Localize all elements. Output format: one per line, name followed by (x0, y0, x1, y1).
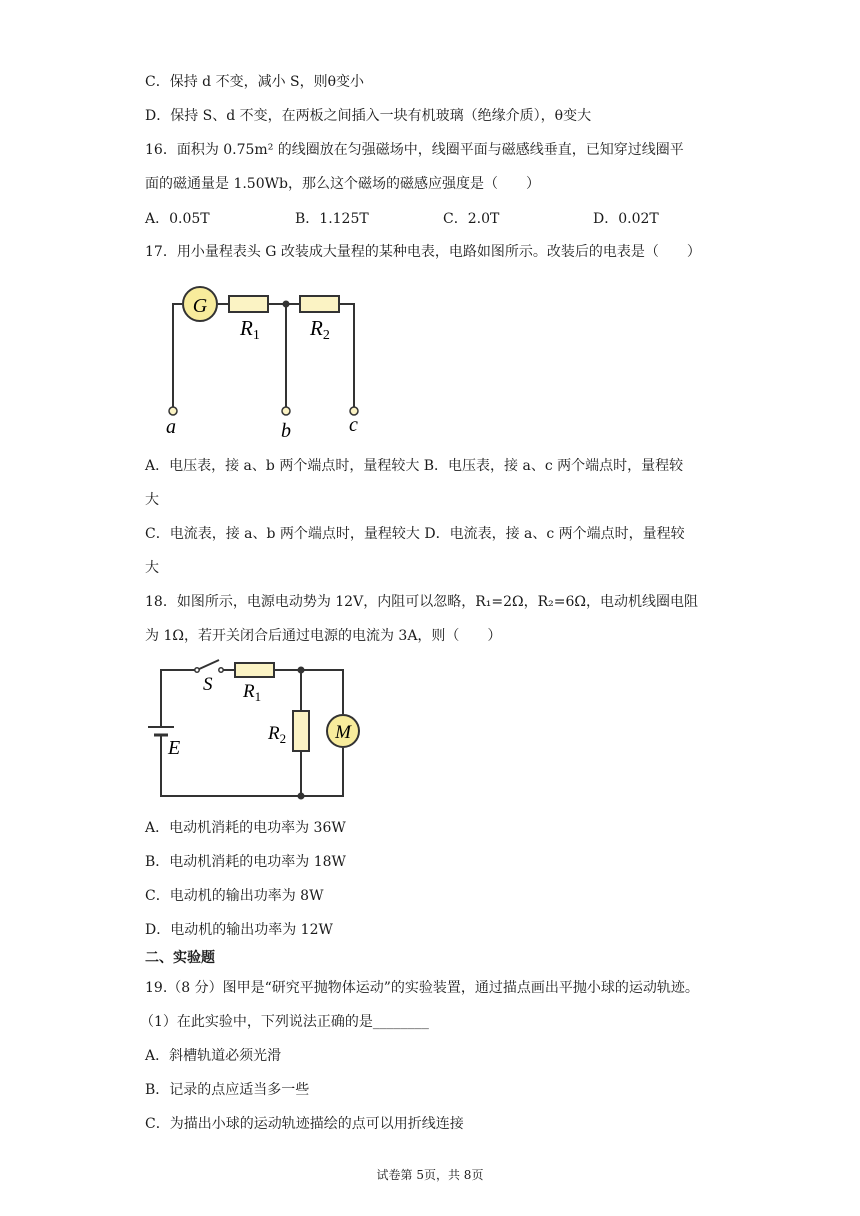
q18-stem-line1: 18．如图所示，电源电动势为 12V，内阻可以忽略，R₁=2Ω，R₂=6Ω，电动机线圈电阻 (145, 594, 698, 610)
q18-r2-label: $R_2$ (268, 723, 287, 746)
q18-motor-label: M (335, 722, 351, 743)
section-title-experiment: 二、实验题 (145, 950, 215, 966)
q15-option-d: D．保持 S、d 不变，在两板之间插入一块有机玻璃（绝缘介质），θ变大 (145, 108, 592, 124)
q18-switch-label: S (203, 674, 213, 695)
q18-option-a: A．电动机消耗的电功率为 36W (145, 820, 346, 836)
q17-options-cd-tail: 大 (145, 560, 159, 576)
q17-stem: 17．用小量程表头 G 改装成大量程的某种电表，电路如图所示。改装后的电表是（ ） (145, 244, 701, 260)
q18-stem-line2: 为 1Ω，若开关闭合后通过电源的电流为 3A，则（ ） (145, 628, 502, 644)
q16-stem-line1: 16．面积为 0.75m² 的线圈放在匀强磁场中，线圈平面与磁感线垂直，已知穿过线圈平 (145, 142, 684, 158)
q18-switch-contact-left (195, 668, 199, 672)
q17-options-cd: C．电流表，接 a、b 两个端点时，量程较大 D．电流表，接 a、c 两个端点时，量程较 (145, 526, 685, 542)
q15-option-c: C．保持 d 不变，减小 S，则θ变小 (145, 74, 365, 90)
q16-option-d: D．0.02T (593, 211, 659, 227)
q18-option-d: D．电动机的输出功率为 12W (145, 922, 333, 938)
q18-r1-label: $R_1$ (243, 681, 262, 704)
q19-option-b: B．记录的点应适当多一些 (145, 1082, 310, 1098)
q17-terminal-b-label: b (281, 420, 291, 442)
q17-r2-label: R2 (310, 316, 330, 343)
q19-option-a: A．斜槽轨道必须光滑 (145, 1048, 282, 1064)
q18-resistor-r1 (235, 663, 274, 677)
q17-r1-label: R1 (240, 316, 260, 343)
q19-stem: 19.（8 分）图甲是“研究平抛物体运动”的实验装置，通过描点画出平抛小球的运动轨迹。 (145, 980, 699, 996)
q18-battery-label: E (168, 737, 181, 759)
q17-options-ab: A．电压表，接 a、b 两个端点时，量程较大 B．电压表，接 a、c 两个端点时，量程较 (145, 458, 684, 474)
q18-switch-contact-right (219, 668, 223, 672)
q17-terminal-a-label: a (166, 416, 176, 438)
q18-node-top (298, 667, 305, 674)
q19-option-c: C．为描出小球的运动轨迹描绘的点可以用折线连接 (145, 1116, 464, 1132)
q16-option-a: A．0.05T (145, 211, 210, 227)
q18-option-c: C．电动机的输出功率为 8W (145, 888, 324, 904)
q16-option-b: B．1.125T (295, 211, 369, 227)
q16-option-c: C．2.0T (443, 211, 500, 227)
q18-node-bottom (298, 793, 305, 800)
q18-resistor-r2 (293, 711, 309, 751)
q16-stem-line2: 面的磁通量是 1.50Wb，那么这个磁场的磁感应强度是（ ） (145, 176, 540, 192)
q18-option-b: B．电动机消耗的电功率为 18W (145, 854, 346, 870)
q17-terminal-c-label: c (349, 414, 358, 436)
page-footer: 试卷第 5页，共 8页 (376, 1168, 484, 1182)
q17-galvanometer-label: G (192, 295, 208, 317)
q19-sub-question-1: （1）在此实验中，下列说法正确的是________ (140, 1014, 429, 1030)
q17-options-ab-tail: 大 (145, 492, 159, 508)
